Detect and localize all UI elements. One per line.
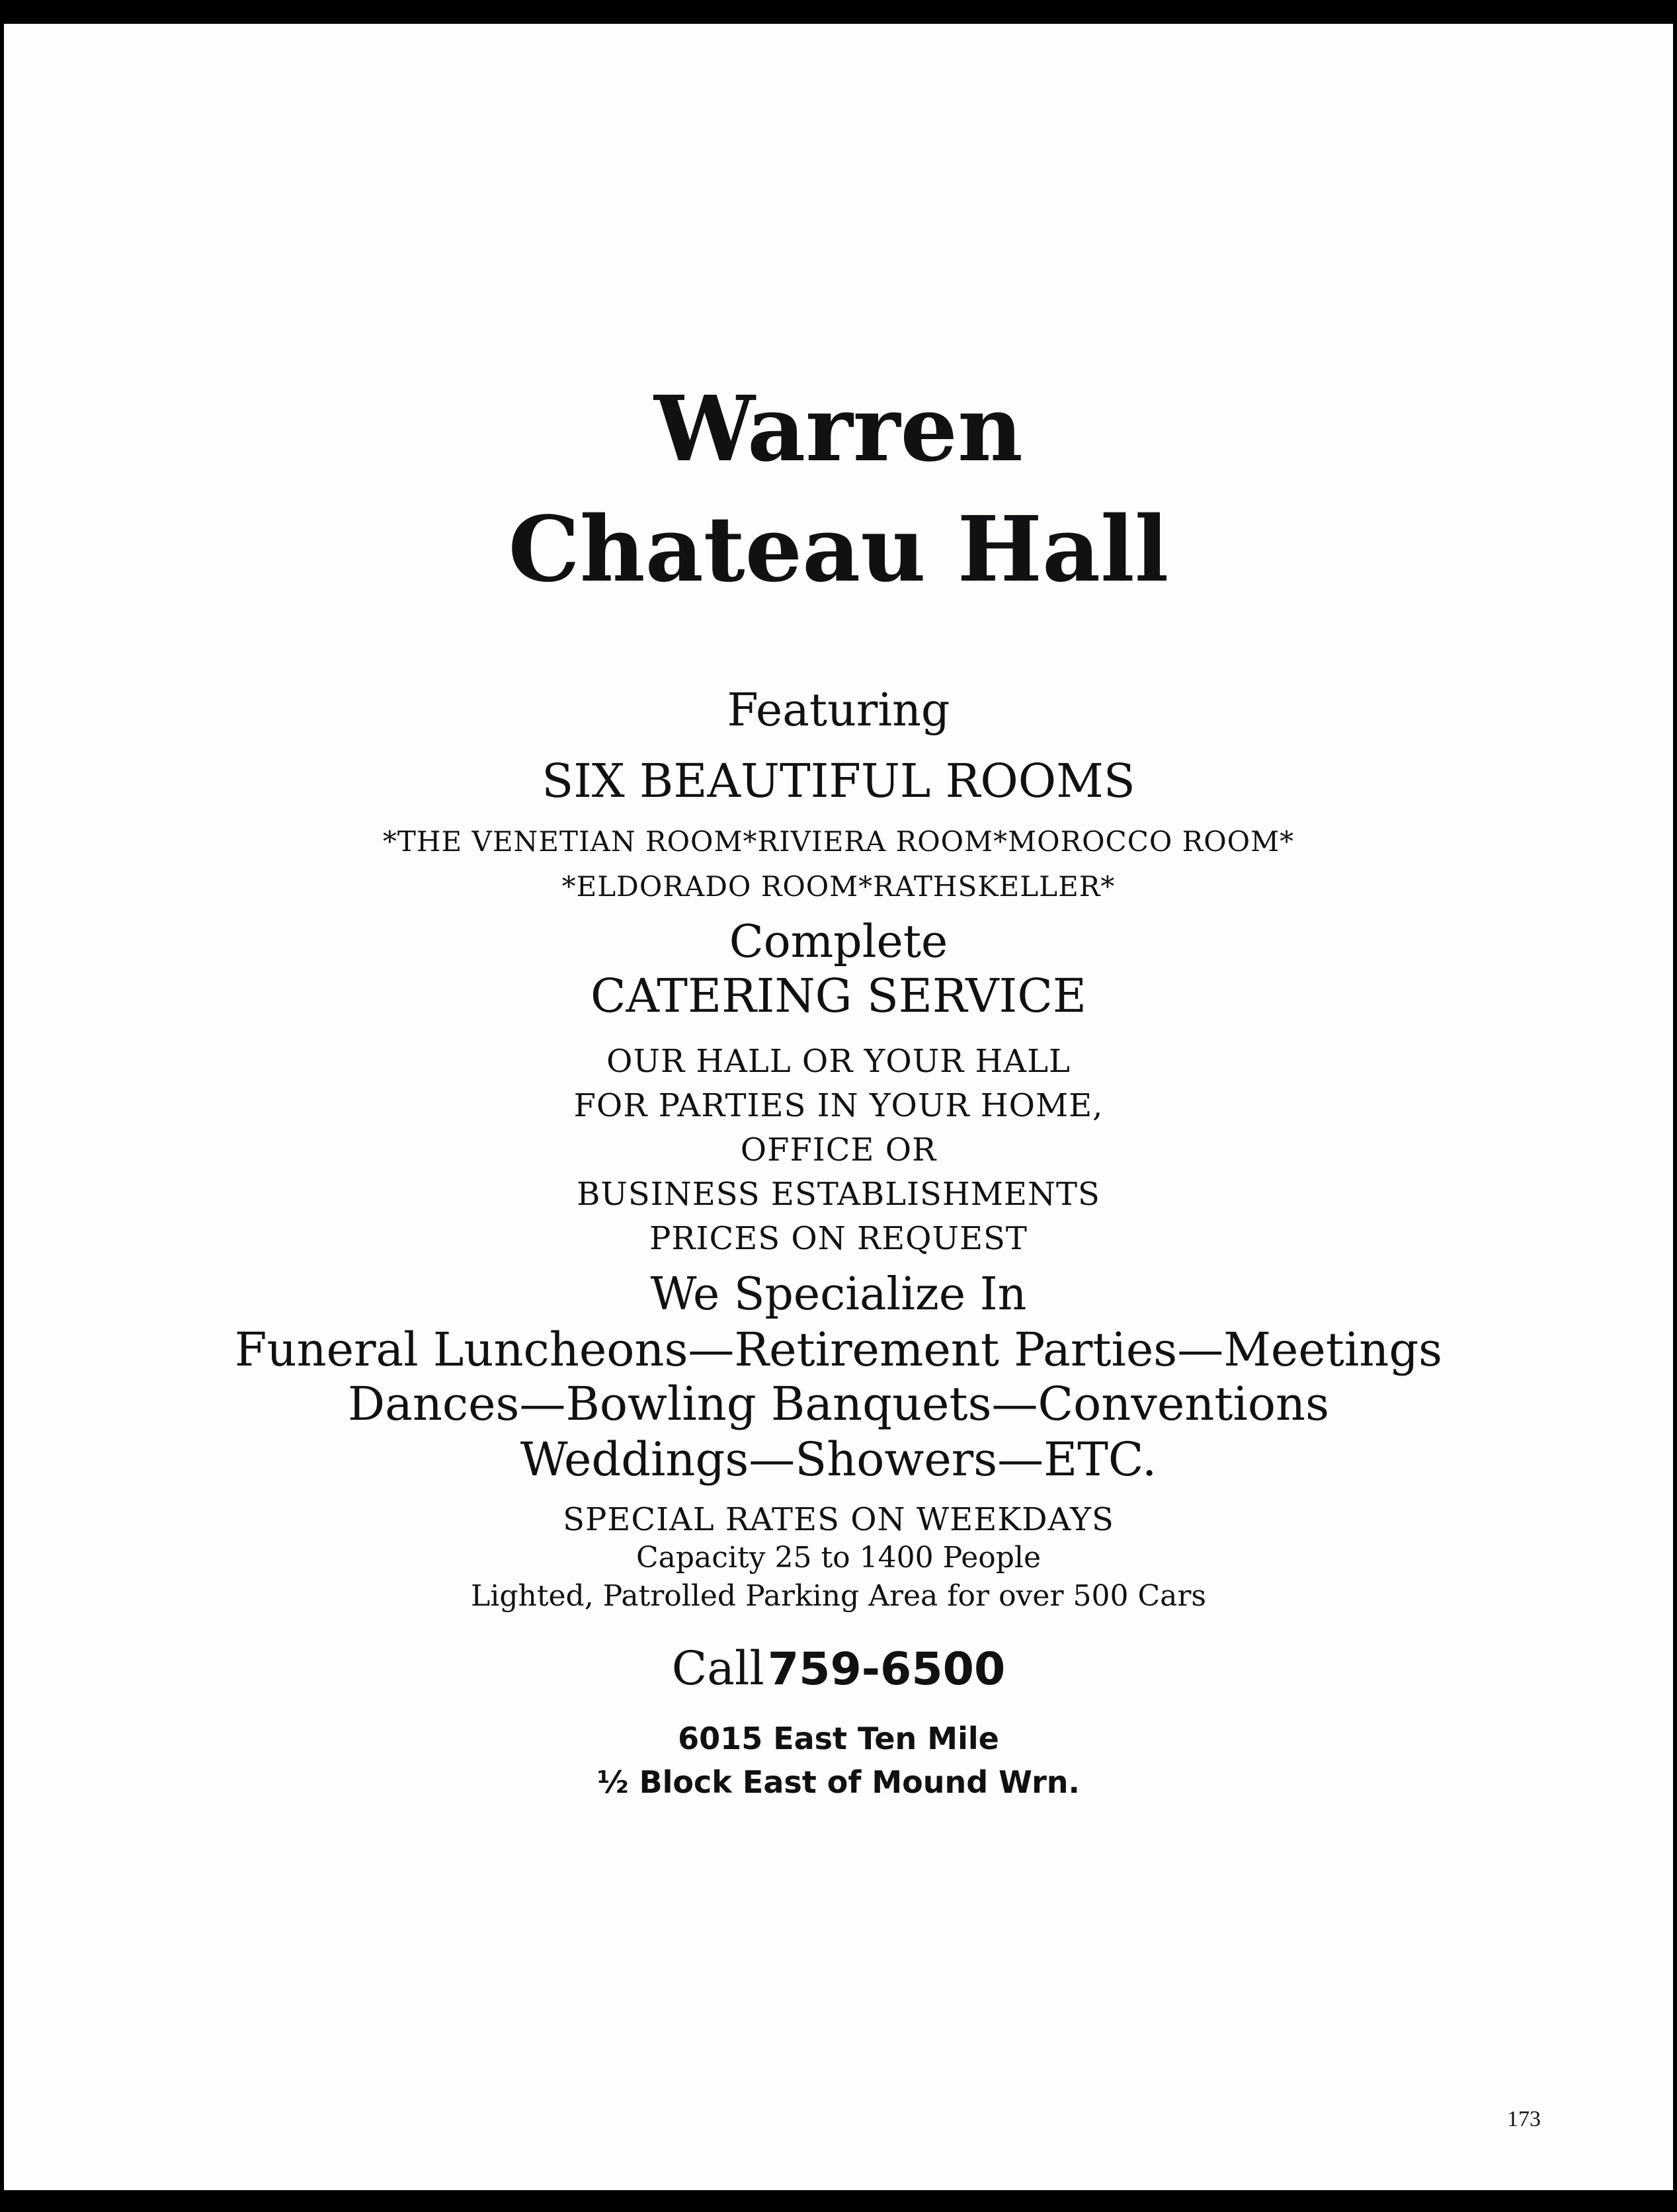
specialize-line: Weddings—Showers—ETC. [520, 1432, 1157, 1487]
address-line-1: 6015 East Ten Mile [678, 1721, 999, 1756]
catering-line: PRICES ON REQUEST [649, 1220, 1028, 1257]
catering-line: OFFICE OR [740, 1131, 937, 1168]
catering-heading: CATERING SERVICE [591, 969, 1086, 1023]
parking-line: Lighted, Patrolled Parking Area for over 500 Cars [471, 1579, 1206, 1613]
rooms-heading: SIX BEAUTIFUL ROOMS [542, 754, 1135, 808]
catering-line: FOR PARTIES IN YOUR HOME, [573, 1087, 1104, 1124]
call-label: Call [671, 1641, 764, 1696]
specialize-line: Funeral Luncheons—Retirement Parties—Meetings [234, 1323, 1443, 1377]
specialize-line: Dances—Bowling Banquets—Conventions [347, 1377, 1330, 1431]
rooms-list-line-1: *THE VENETIAN ROOM*RIVIERA ROOM*MOROCCO ROOM* [382, 825, 1295, 858]
featuring-label: Featuring [727, 684, 950, 737]
catering-line: BUSINESS ESTABLISHMENTS [577, 1176, 1100, 1213]
specialize-heading: We Specialize In [650, 1268, 1027, 1321]
ad-page [4, 24, 1673, 2190]
call-line [4, 1641, 1673, 1696]
title-warren: Warren [654, 376, 1023, 482]
title-chateau-hall: Chateau Hall [508, 497, 1169, 602]
catering-line: OUR HALL OR YOUR HALL [606, 1043, 1071, 1080]
capacity-line: Capacity 25 to 1400 People [635, 1541, 1042, 1575]
rates-line: SPECIAL RATES ON WEEKDAYS [563, 1501, 1114, 1538]
rooms-list-line-2: *ELDORADO ROOM*RATHSKELLER* [561, 870, 1116, 903]
address-line-2: ½ Block East of Mound Wrn. [596, 1764, 1081, 1800]
complete-label: Complete [729, 916, 948, 968]
phone-number: 759-6500 [767, 1643, 1006, 1696]
page-number: 173 [1507, 2107, 1541, 2131]
